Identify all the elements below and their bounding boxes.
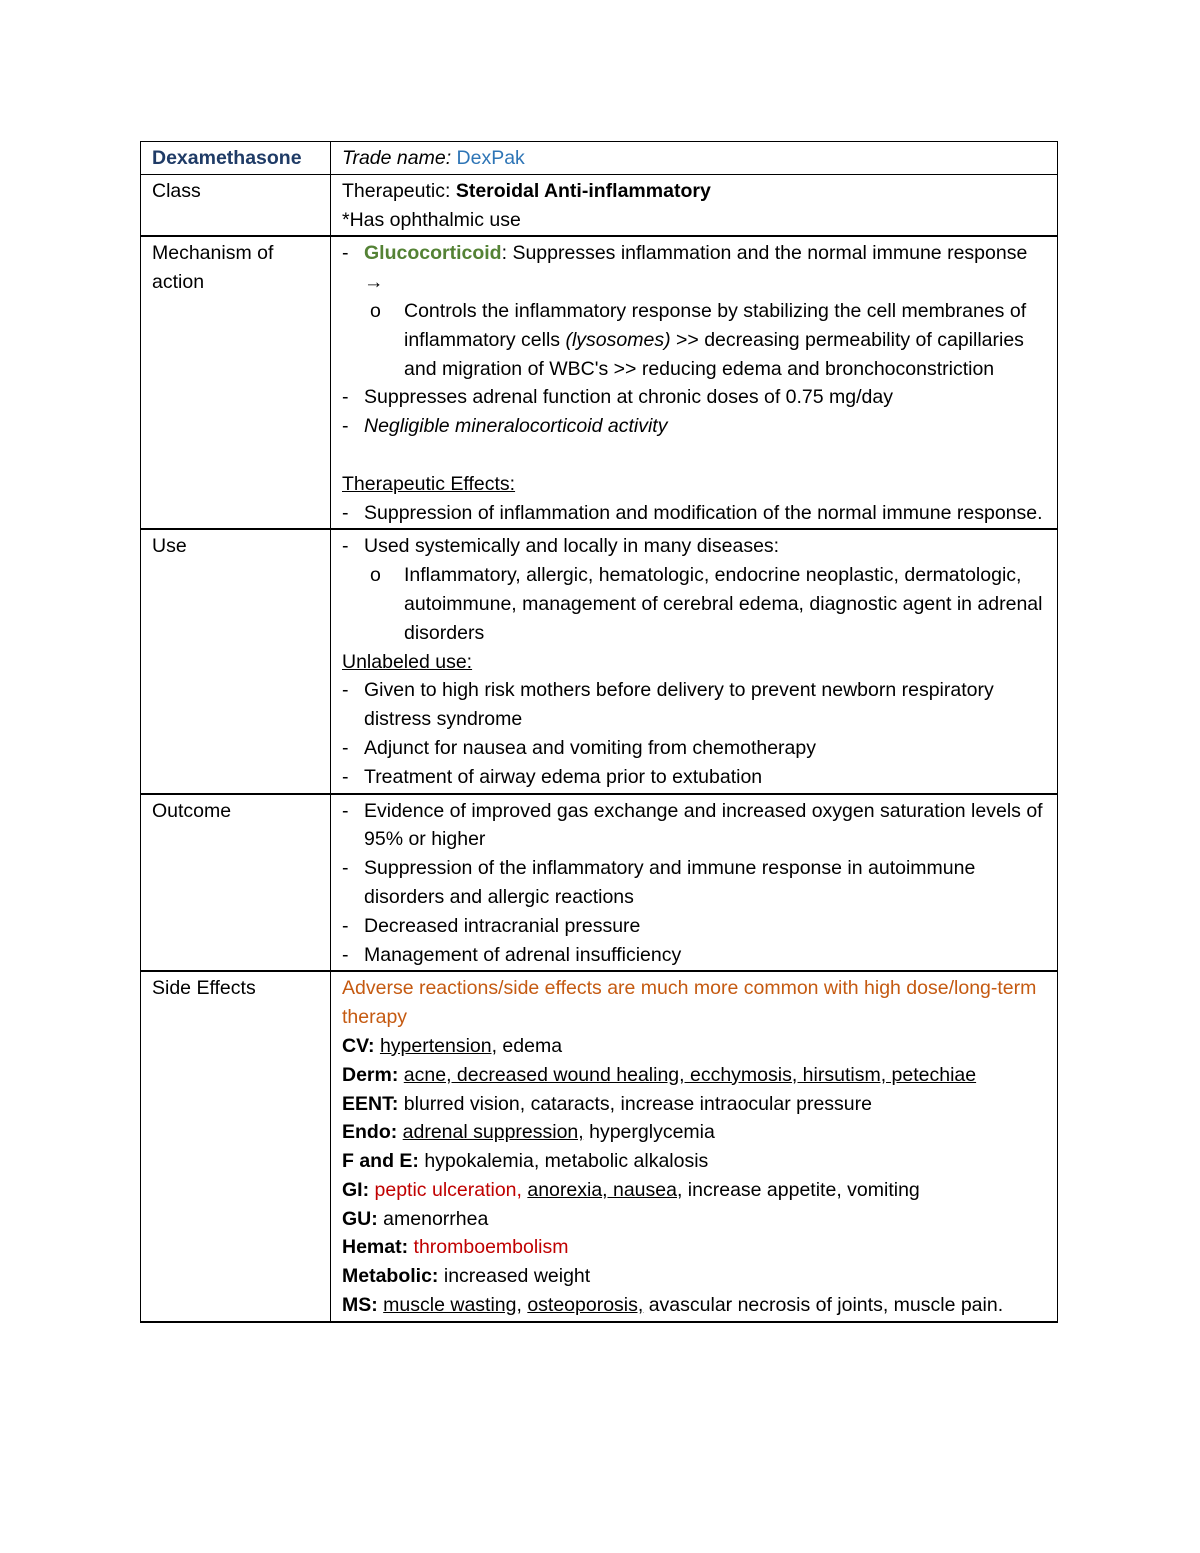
drug-name-cell (141, 142, 331, 175)
use-content (331, 529, 1058, 793)
mechanism-sub-text-end: >> decreasing permeability of capillaries and migration of WBC's >> reducing edema and bronchoconstriction (404, 328, 1024, 380)
drug-card-table (140, 141, 1058, 1323)
side-effects-label: Side Effects (141, 971, 331, 1322)
glucocorticoid-term: Glucocorticoid (364, 242, 502, 265)
trade-name: DexPak (456, 147, 525, 169)
mechanism-content (331, 236, 1058, 529)
list-item: - Adjunct for nausea and vomiting from chemotherapy (342, 734, 1047, 763)
list-item: - Suppression of the inflammatory and immune response in autoimmune disorders and allergic reactions (342, 854, 1047, 912)
use-text: Used systemically and locally in many diseases: (364, 535, 780, 558)
fe-line: F and E: hypokalemia, metabolic alkalosis (342, 1150, 709, 1173)
cv-line: CV: hypertension, edema (342, 1034, 563, 1057)
class-note: *Has ophthalmic use (342, 208, 521, 231)
list-item: - Negligible mineralocorticoid activity (342, 412, 1047, 441)
side-effects-row (141, 971, 1058, 1322)
outcome-row (141, 794, 1058, 972)
outcome-text-4: Management of adrenal insufficiency (364, 943, 682, 966)
lysosomes-text: (lysosomes) (565, 328, 671, 351)
gi-line: GI: peptic ulceration, anorexia, nausea, increase appetite, vomiting (342, 1178, 920, 1201)
glucocorticoid-text: : Suppresses inflammation and the normal immune response → (364, 242, 1028, 294)
outcome-text-1: Evidence of improved gas exchange and increased oxygen saturation levels of 95% or higher (364, 799, 1043, 851)
derm-line: Derm: acne, decreased wound healing, ecchymosis, hirsutism, petechiae (342, 1063, 977, 1086)
list-item: - Given to high risk mothers before delivery to prevent newborn respiratory distress syndrome (342, 676, 1047, 734)
gu-line: GU: amenorrhea (342, 1207, 489, 1230)
header-row (141, 142, 1058, 175)
use-sub-text: Inflammatory, allergic, hematologic, endocrine neoplastic, dermatologic, autoimmune, management of cerebral edema, diagnostic agent in adrenal disorders (404, 564, 1043, 644)
adrenal-text: Suppresses adrenal function at chronic doses of 0.75 mg/day (364, 386, 893, 409)
unlabeled-text-1: Given to high risk mothers before delivery to prevent newborn respiratory distress syndrome (364, 679, 994, 731)
use-label: Use (141, 529, 331, 793)
effects-text: Suppression of inflammation and modification of the normal immune response. (364, 501, 1043, 524)
outcome-text-3: Decreased intracranial pressure (364, 914, 641, 937)
trade-name-cell (331, 142, 1058, 175)
list-item: o Inflammatory, allergic, hematologic, endocrine neoplastic, dermatologic, autoimmune, management of cerebral edema, diagnostic agent in adrenal disorders (342, 561, 1047, 647)
outcome-text-2: Suppression of the inflammatory and immune response in autoimmune disorders and allergic reactions (364, 857, 976, 908)
list-item: - Suppression of inflammation and modification of the normal immune response. (342, 499, 1047, 528)
list-item: - Decreased intracranial pressure (342, 912, 1047, 941)
list-item: - Treatment of airway edema prior to extubation (342, 763, 1047, 792)
unlabeled-use-heading: Unlabeled use: (342, 650, 473, 673)
use-row (141, 529, 1058, 793)
list-item: - Management of adrenal insufficiency (342, 941, 1047, 970)
class-row (141, 174, 1058, 236)
drug-name: Dexamethasone (152, 147, 302, 169)
class-therapeutic-prefix: Therapeutic: (342, 179, 456, 202)
side-effects-content (331, 971, 1058, 1322)
list-item: o Controls the inflammatory response by stabilizing the cell membranes of inflammatory cells (lysosomes) >> decreasing permeability of capillaries and migration of WBC's >> reducing edema and bronchoconstriction (370, 299, 1027, 380)
class-content (331, 174, 1058, 236)
mineralocorticoid-text: Negligible mineralocorticoid activity (364, 415, 668, 438)
unlabeled-text-3: Treatment of airway edema prior to extubation (364, 765, 763, 788)
mechanism-sub-text: Controls the inflammatory response by stabilizing the cell membranes of inflammatory cells (404, 299, 1027, 351)
list-item: - Suppresses adrenal function at chronic doses of 0.75 mg/day (342, 383, 1047, 412)
list-item: - Used systemically and locally in many diseases: (342, 532, 1047, 561)
side-effects-warning: Adverse reactions/side effects are much more common with high dose/long-term therapy (342, 977, 1037, 1029)
ms-line: MS: muscle wasting, osteoporosis, avascular necrosis of joints, muscle pain. (342, 1294, 1004, 1317)
trade-name-prefix: Trade name: (342, 147, 457, 169)
mechanism-row (141, 236, 1058, 529)
metabolic-line: Metabolic: increased weight (342, 1265, 591, 1288)
list-item: - Glucocorticoid: Suppresses inflammation and the normal immune response → (342, 242, 1028, 294)
hemat-line: Hemat: thromboembolism (342, 1236, 569, 1259)
class-label: Class (141, 174, 331, 236)
outcome-label: Outcome (141, 794, 331, 972)
outcome-content (331, 794, 1058, 972)
list-item: - Evidence of improved gas exchange and increased oxygen saturation levels of 95% or higher (342, 797, 1047, 855)
eent-line: EENT: blurred vision, cataracts, increase intraocular pressure (342, 1092, 872, 1115)
unlabeled-text-2: Adjunct for nausea and vomiting from chemotherapy (364, 736, 816, 759)
endo-line: Endo: adrenal suppression, hyperglycemia (342, 1121, 715, 1144)
class-therapeutic: Steroidal Anti-inflammatory (455, 179, 711, 202)
mechanism-label: Mechanism of action (141, 236, 331, 529)
therapeutic-effects-heading: Therapeutic Effects: (342, 472, 516, 495)
